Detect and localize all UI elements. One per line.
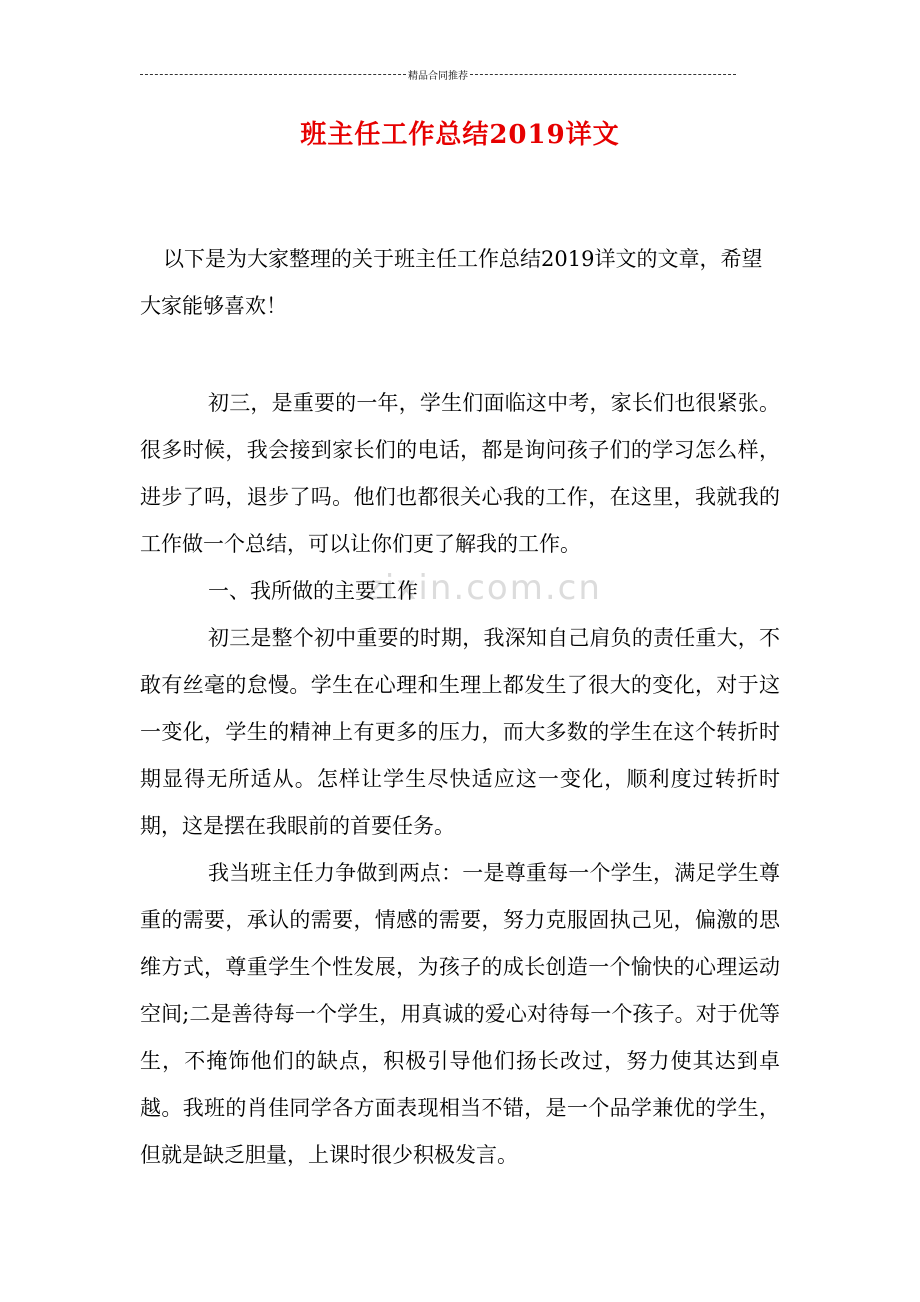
header-label: 精品合同推荐: [408, 70, 468, 82]
document-body: [140, 380, 780, 1179]
header-dash-right: [470, 74, 736, 75]
header-dash-left: [140, 74, 406, 75]
watermark: zixin.com.cn: [365, 568, 602, 608]
intro-paragraph: 以下是为大家整理的关于班主任工作总结2019详文的文章，希望大家能够喜欢！: [140, 247, 763, 318]
header-separator: [140, 66, 736, 82]
document-title: 班主任工作总结2019详文: [300, 120, 620, 150]
paragraph: 我当班主任力争做到两点：一是尊重每一个学生，满足学生尊重的需要，承认的需要，情感的需要，努力克服固执己见，偏激的思维方式，尊重学生个性发展，为孩子的成长创造一个愉快的心理运动空间;二是善待每一个学生，用真诚的爱心对待每一个孩子。对于优等生，不掩饰他们的缺点，积极引导他们扬长改过，努力使其达到卓越。我班的肖佳同学各方面表现相当不错，是一个品学兼优的学生，但就是缺乏胆量，上课时很少积极发言。: [140, 861, 780, 1167]
section-heading: 一、我所做的主要工作: [208, 579, 418, 603]
paragraph: 初三是整个初中重要的时期，我深知自己肩负的责任重大，不敢有丝毫的怠慢。学生在心理和生理上都发生了很大的变化，对于这一变化，学生的精神上有更多的压力，而大多数的学生在这个转折时期显得无所适从。怎样让学生尽快适应这一变化，顺利度过转折时期，这是摆在我眼前的首要任务。: [140, 626, 780, 838]
paragraph: 初三，是重要的一年，学生们面临这中考，家长们也很紧张。很多时候，我会接到家长们的电话，都是询问孩子们的学习怎么样，进步了吗，退步了吗。他们也都很关心我的工作，在这里，我就我的工作做一个总结，可以让你们更了解我的工作。: [140, 391, 780, 556]
